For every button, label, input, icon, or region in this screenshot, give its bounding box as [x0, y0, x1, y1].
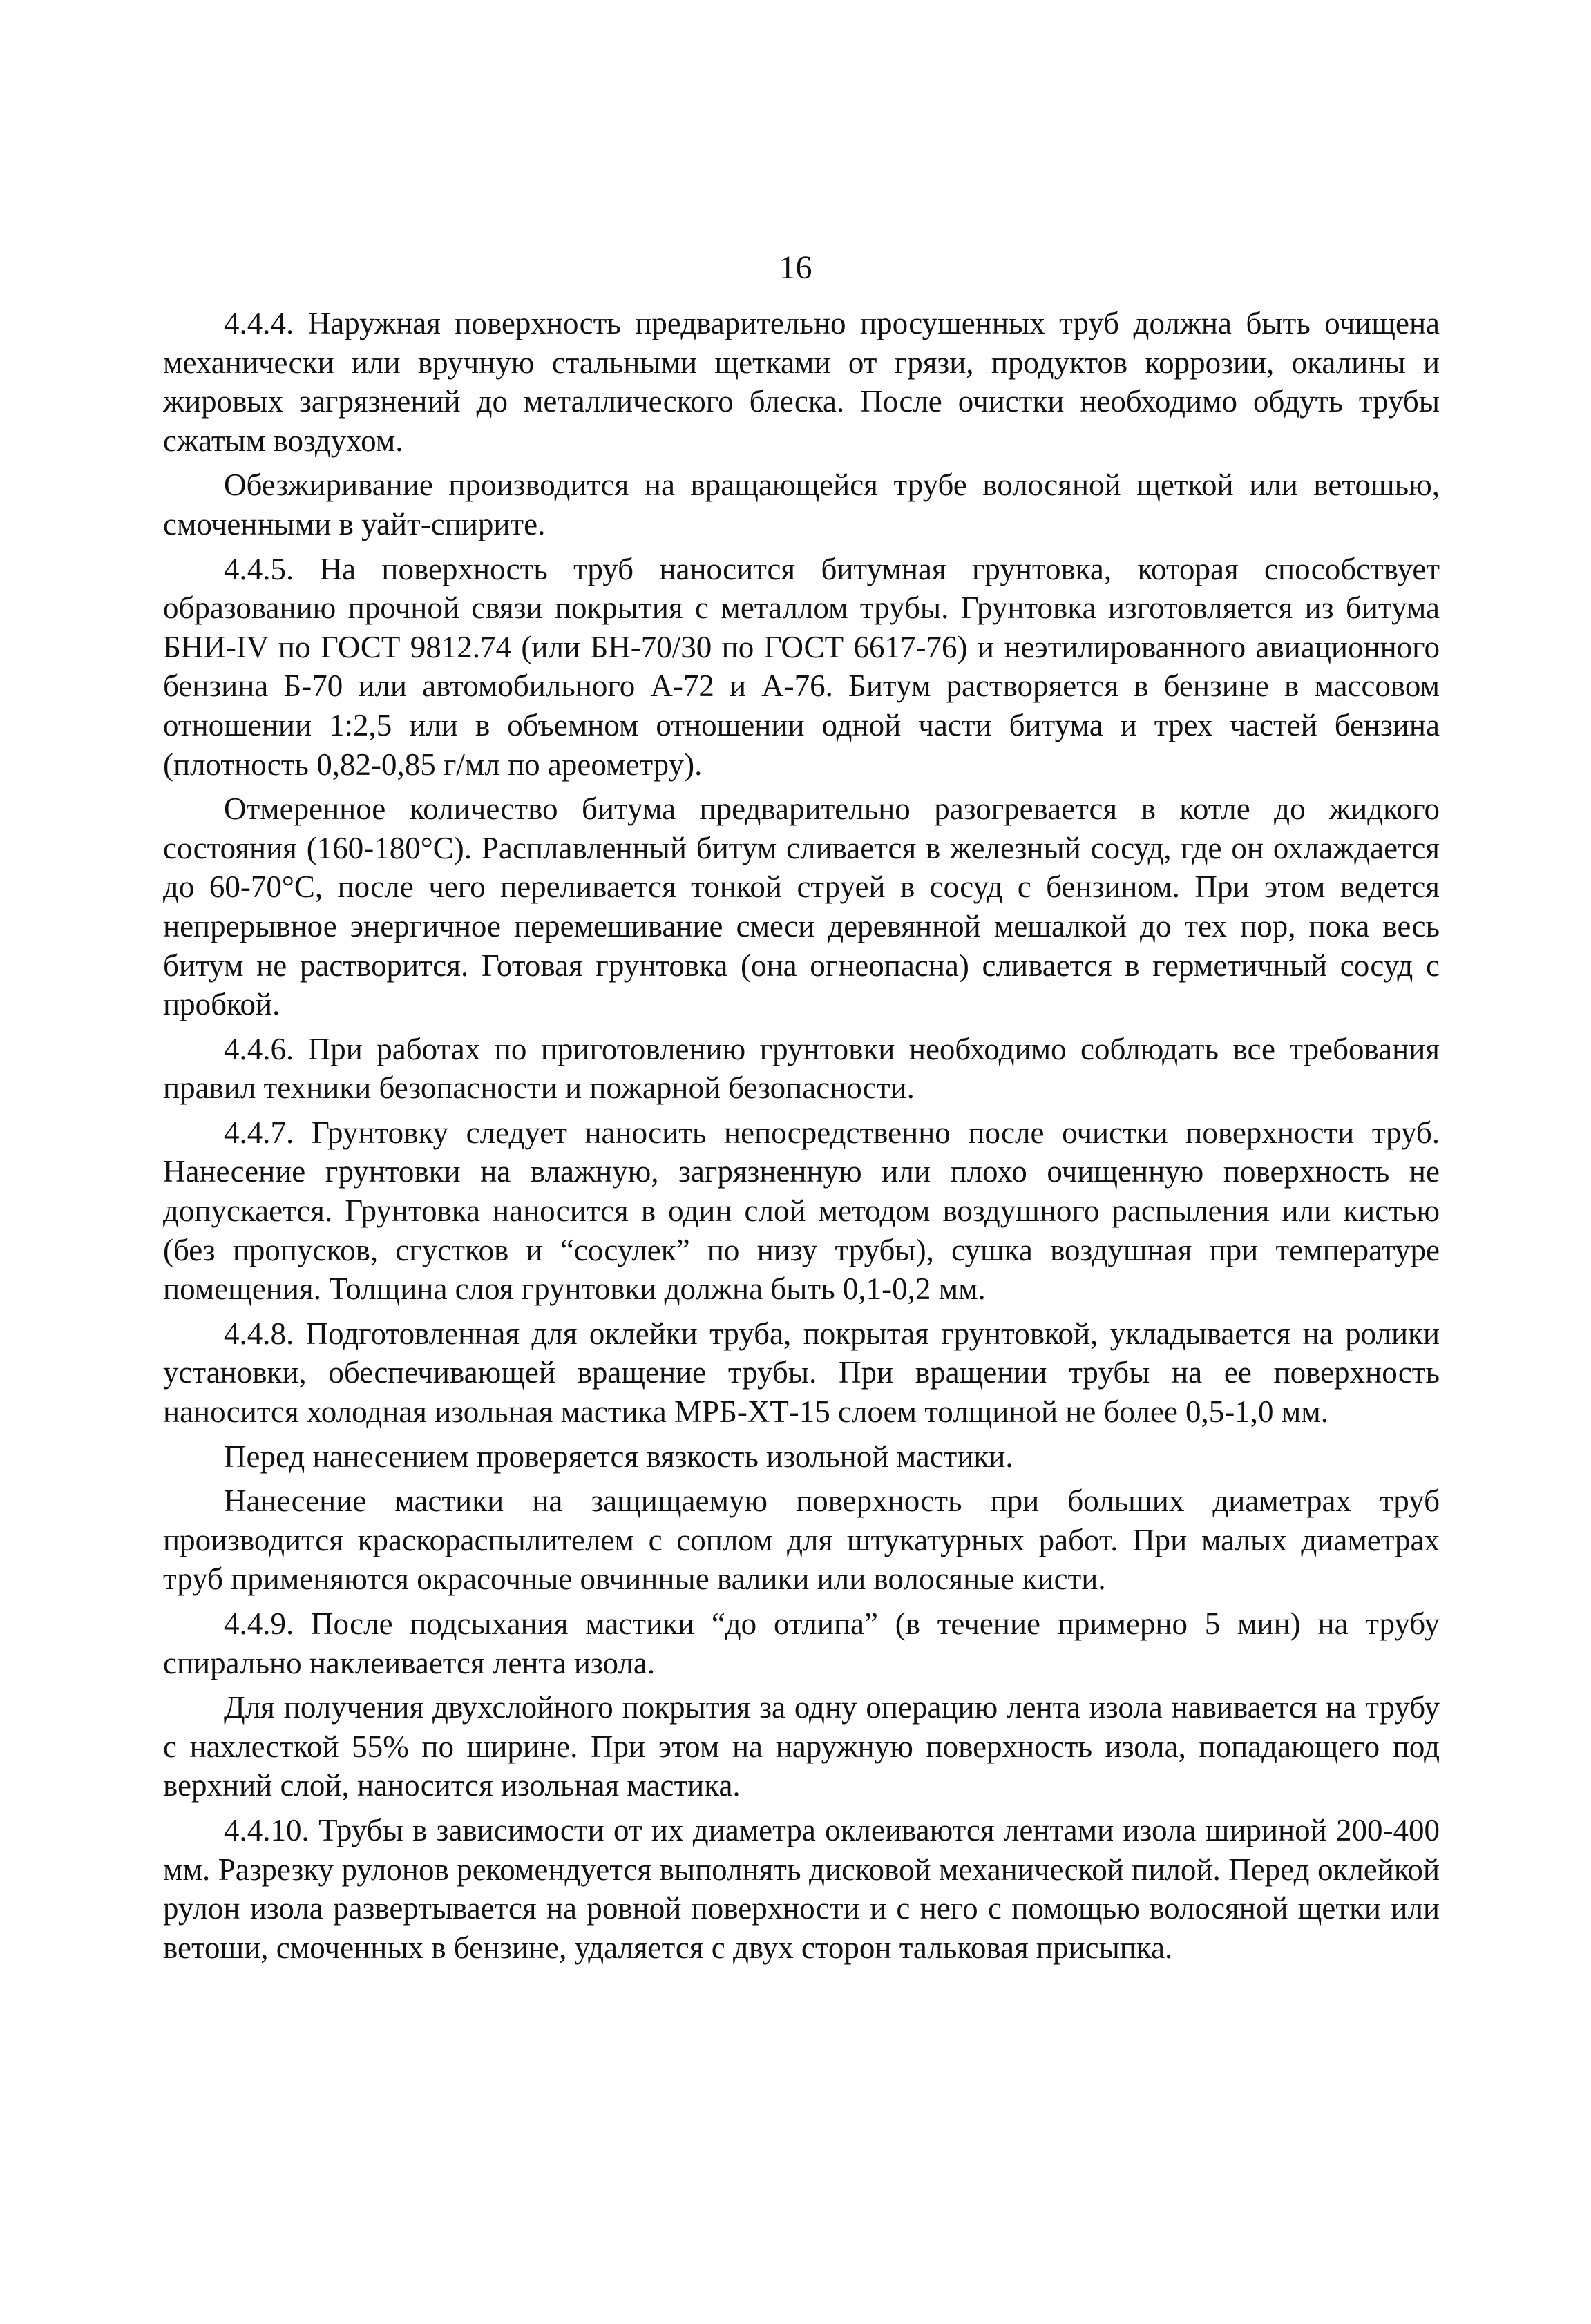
paragraph-mastic-application: Нанесение мастики на защищаемую поверхность при больших диаметрах труб производится краскораспылителем с соплом для штукатурных работ. При малых диаметрах труб применяются окрасочные овчинные валики или волосяные кисти.: [163, 1483, 1440, 1597]
paragraph-two-layer-coating: Для получения двухслойного покрытия за одну операцию лента изола навивается на трубу с нахлесткой 55% по ширине. При этом на наружную поверхность изола, попадающего под верхний слой, наносится изольная мастика.: [163, 1690, 1440, 1803]
paragraph-4-4-8: 4.4.8. Подготовленная для оклейки труба, покрытая грунтовкой, укладывается на ролики установки, обеспечивающей вращение трубы. При вращении трубы на ее поверхность наносится холодная изольная мастика МРБ-ХТ-15 слоем толщиной не более 0,5-1,0 мм.: [163, 1316, 1440, 1430]
paragraph-viscosity-check: Перед нанесением проверяется вязкость изольной мастики.: [224, 1439, 1013, 1474]
paragraph-4-4-10: 4.4.10. Трубы в зависимости от их диаметра оклеиваются лентами изола шириной 200-400 мм. Разрезку рулонов рекомендуется выполнять дисковой механической пилой. Перед оклейкой рулон изола развертывается на ровной поверхности и с него с помощью волосяной щетки или ветоши, смоченных в бензине, удаляется с двух сторон тальковая присыпка.: [163, 1812, 1440, 1965]
paragraph-4-4-5: 4.4.5. На поверхность труб наносится битумная грунтовка, которая способствует образованию прочной связи покрытия с металлом трубы. Грунтовка изготовляется из битума БНИ-IV по ГОСТ 9812.74 (или БН-70/30 по ГОСТ 6617-76) и неэтилированного авиационного бензина Б-70 или автомобильного А-72 и А-76. Битум растворяется в бензине в массовом отношении 1:2,5 или в объемном отношении одной части битума и трех частей бензина (плотность 0,82-0,85 г/мл по ареометру).: [163, 551, 1440, 782]
paragraph-4-4-6: 4.4.6. При работах по приготовлению грунтовки необходимо соблюдать все требования правил техники безопасности и пожарной безопасности.: [163, 1031, 1440, 1106]
paragraph-bitumen-heating: Отмеренное количество битума предварительно разогревается в котле до жидкого состояния (160-180°С). Расплавленный битум сливается в железный сосуд, где он охлаждается до 60-70°С, после чего переливается тонкой струей в сосуд с бензином. При этом ведется непрерывное энергичное перемешивание смеси деревянной мешалкой до тех пор, пока весь битум не растворится. Готовая грунтовка (она огнеопасна) сливается в герметичный сосуд с пробкой.: [163, 791, 1440, 1022]
paragraph-4-4-9: 4.4.9. После подсыхания мастики “до отлипа” (в течение примерно 5 мин) на трубу спирально наклеивается лента изола.: [163, 1606, 1440, 1680]
page-number: 16: [779, 249, 812, 286]
paragraph-4-4-4: 4.4.4. Наружная поверхность предварительно просушенных труб должна быть очищена механически или вручную стальными щетками от грязи, продуктов коррозии, окалины и жировых загрязнений до металлического блеска. После очистки необходимо обдуть трубы сжатым воздухом.: [163, 306, 1440, 458]
document-body: [163, 304, 1440, 1972]
paragraph-4-4-7: 4.4.7. Грунтовку следует наносить непосредственно после очистки поверхности труб. Нанесение грунтовки на влажную, загрязненную или плохо очищенную поверхность не допускается. Грунтовка наносится в один слой методом воздушного распыления или кистью (без пропусков, сгустков и “сосулек” по низу трубы), сушка воздушная при температуре помещения. Толщина слоя грунтовки должна быть 0,1-0,2 мм.: [163, 1115, 1440, 1307]
paragraph-degreasing: Обезжиривание производится на вращающейся трубе волосяной щеткой или ветошью, смоченными в уайт-спирите.: [163, 468, 1440, 541]
